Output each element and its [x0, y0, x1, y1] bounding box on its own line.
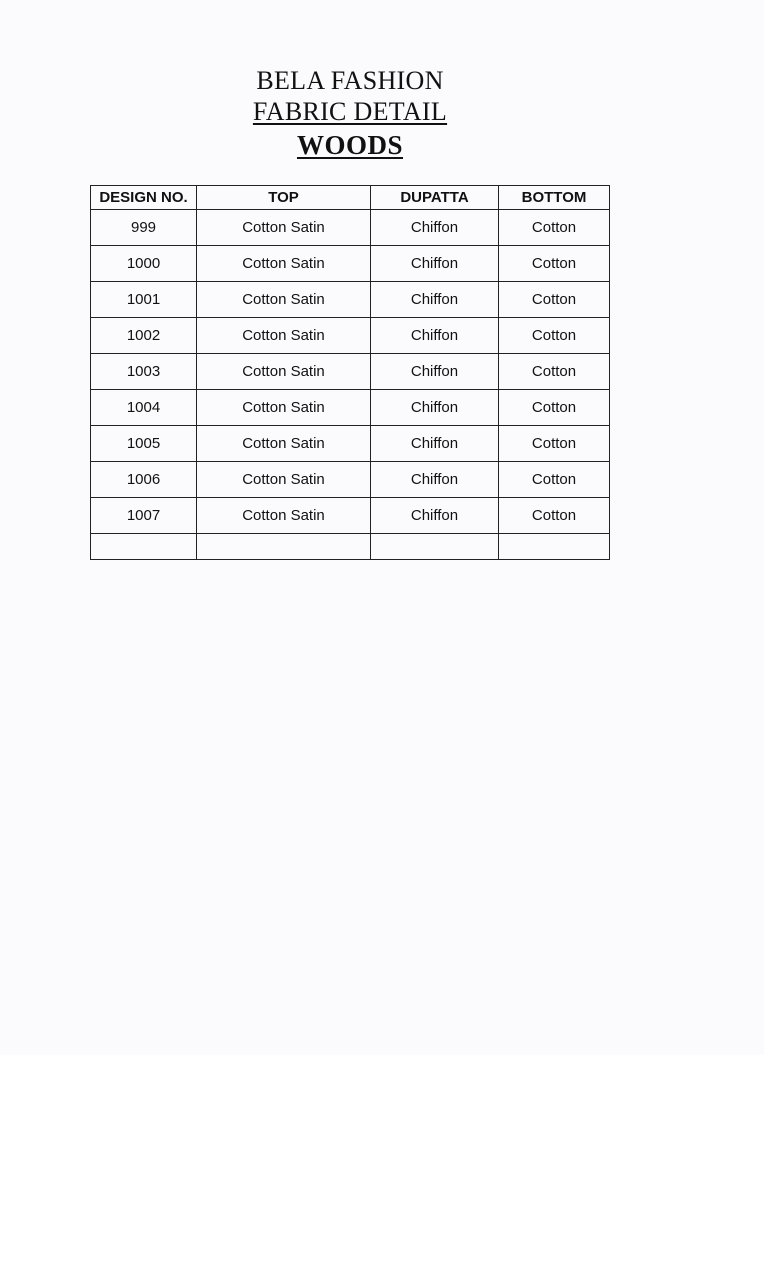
top-fabric-cell: Cotton Satin	[197, 426, 371, 462]
column-header-dupatta: DUPATTA	[371, 186, 499, 210]
company-name: BELA FASHION	[256, 66, 444, 95]
dupatta-fabric-cell: Chiffon	[371, 282, 499, 318]
empty-cell	[499, 534, 610, 560]
column-header-top: TOP	[197, 186, 371, 210]
design-no-cell: 1004	[91, 390, 197, 426]
bottom-fabric-cell: Cotton	[499, 318, 610, 354]
top-fabric-cell: Cotton Satin	[197, 246, 371, 282]
top-fabric-cell: Cotton Satin	[197, 210, 371, 246]
dupatta-fabric-cell: Chiffon	[371, 354, 499, 390]
document-header	[0, 66, 700, 162]
bottom-fabric-cell: Cotton	[499, 462, 610, 498]
design-no-cell: 1001	[91, 282, 197, 318]
top-fabric-cell: Cotton Satin	[197, 282, 371, 318]
dupatta-fabric-cell: Chiffon	[371, 498, 499, 534]
collection-name: WOODS	[296, 130, 404, 160]
document-subtitle: FABRIC DETAIL	[252, 97, 448, 126]
dupatta-fabric-cell: Chiffon	[371, 246, 499, 282]
empty-cell	[197, 534, 371, 560]
table-row	[91, 426, 610, 462]
design-no-cell: 1000	[91, 246, 197, 282]
top-fabric-cell: Cotton Satin	[197, 498, 371, 534]
top-fabric-cell: Cotton Satin	[197, 462, 371, 498]
table-row	[91, 282, 610, 318]
dupatta-fabric-cell: Chiffon	[371, 462, 499, 498]
empty-cell	[371, 534, 499, 560]
design-no-cell: 1006	[91, 462, 197, 498]
column-header-design-no: DESIGN NO.	[91, 186, 197, 210]
design-no-cell: 1003	[91, 354, 197, 390]
bottom-fabric-cell: Cotton	[499, 498, 610, 534]
bottom-fabric-cell: Cotton	[499, 426, 610, 462]
table-row	[91, 318, 610, 354]
fabric-detail-table	[90, 185, 610, 560]
dupatta-fabric-cell: Chiffon	[371, 390, 499, 426]
table-row	[91, 498, 610, 534]
table-row	[91, 210, 610, 246]
table-row	[91, 354, 610, 390]
top-fabric-cell: Cotton Satin	[197, 318, 371, 354]
design-no-cell: 1002	[91, 318, 197, 354]
bottom-fabric-cell: Cotton	[499, 210, 610, 246]
table-row	[91, 246, 610, 282]
table-row	[91, 390, 610, 426]
column-header-bottom: BOTTOM	[499, 186, 610, 210]
top-fabric-cell: Cotton Satin	[197, 354, 371, 390]
bottom-fabric-cell: Cotton	[499, 354, 610, 390]
dupatta-fabric-cell: Chiffon	[371, 318, 499, 354]
dupatta-fabric-cell: Chiffon	[371, 426, 499, 462]
table-header-row	[91, 186, 610, 210]
empty-cell	[91, 534, 197, 560]
table-row	[91, 462, 610, 498]
bottom-fabric-cell: Cotton	[499, 390, 610, 426]
bottom-fabric-cell: Cotton	[499, 246, 610, 282]
bottom-fabric-cell: Cotton	[499, 282, 610, 318]
design-no-cell: 1007	[91, 498, 197, 534]
dupatta-fabric-cell: Chiffon	[371, 210, 499, 246]
empty-table-row	[91, 534, 610, 560]
top-fabric-cell: Cotton Satin	[197, 390, 371, 426]
design-no-cell: 999	[91, 210, 197, 246]
design-no-cell: 1005	[91, 426, 197, 462]
